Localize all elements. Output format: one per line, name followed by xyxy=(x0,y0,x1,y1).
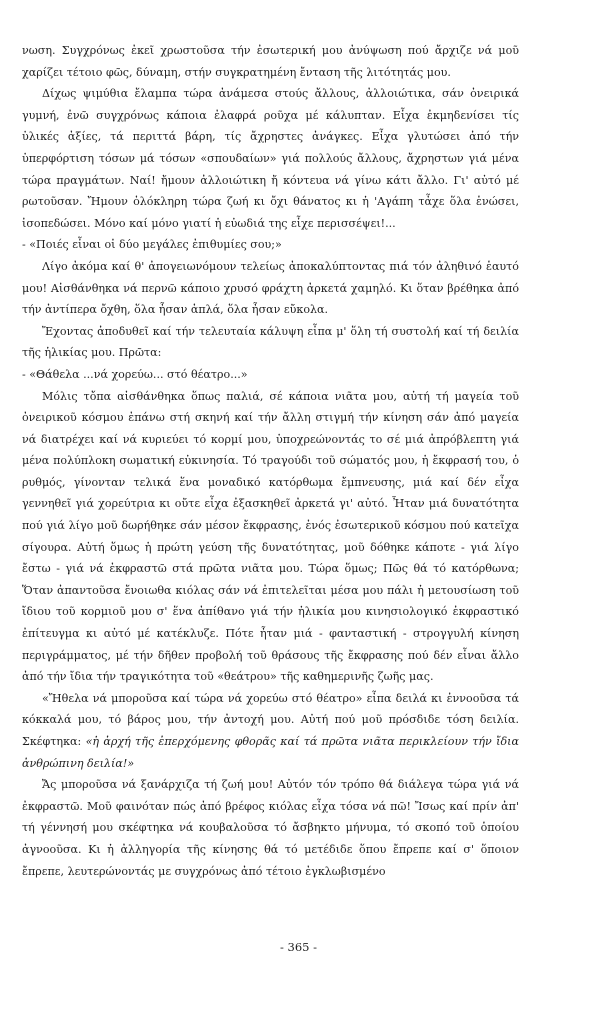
dialog-answer: - «Θάθελα ...νά χορεύω... στό θέατρο...» xyxy=(22,367,248,381)
dialog-question: - «Ποιές εἶναι οἱ δύο μεγάλες ἐπιθυμίες σου;» xyxy=(22,238,282,252)
paragraph-continuation: νωση. Συγχρόνως ἐκεῖ χρωστοῦσα τήν ἐσωτερική μου ἀνύψωση πού ἄρχιζε νά μοῦ χαρίζει τέτοιο φῶς, δύναμη, στήν συγκρατημένη ἔνταση τῆς λιτότητάς μου. xyxy=(22,44,519,79)
paragraph-ithela xyxy=(22,688,519,774)
page-body xyxy=(22,40,519,882)
paragraph-as-mporousa: Ἄς μποροῦσα νά ξανάρχιζα τή ζωή μου! Αὐτόν τόν τρόπο θά διάλεγα τώρα γιά νά ἐκφραστῶ. Μοῦ φαινόταν πώς ἀπό βρέφος κιόλας εἶχα τόσα νά πῶ! Ἴσως καί πρίν ἀπ' τή γέννησή μου σκέφτηκα νά κουβαλοῦσα τό ἄσβηκτο μήνυμα, τό σκοπό τοῦ ὁποίου ἀγνοοῦσα. Κι ἡ ἀλληγορία τῆς κίνησης θά τό μετέδιδε ὅπου ἔπρεπε καί σ' ὅποιον ἔπρεπε, λευτερώνοντάς με συγχρόνως ἀπό τέτοιο ἐγκλωβισμένο xyxy=(22,778,519,878)
paragraph-psimythia: Δίχως ψιμύθια ἔλαμπα τώρα ἀνάμεσα στούς ἄλλους, ἀλλοιώτικα, σάν ὀνειρικά γυμνή, ἐνῶ συγχρόνως κάποια ἐλαφρά ροῦχα μέ κάλυπταν. Εἶχα ἐκμηδενίσει τίς ὑλικές ἀξίες, τά περιττά βάρη, τίς ἄχρηστες ἀνάγκες. Εἶχα γλυτώσει ἀπό τήν ὑπερφόρτιση τόσων μά τόσων «σπουδαίων» γιά πολλούς ἄλλους, ἄχρηστων γιά μένα τώρα πραγμάτων. Ναί! ἤμουν ἀλλοιώτικη ἤ κόντευα νά γίνω κάτι ἄλλο. Γι' αὐτό μέ ρωτοῦσαν. Ἤμουν ὁλόκληρη τώρα ζωή κι ὄχι θάνατος κι ἡ 'Αγάπη τἆχε ὅλα ἑνώσει, ἰσοπεδώσει. Μόνο καί μόνο γιατί ἡ εὐωδιά της εἶχε περισσέψει!... xyxy=(22,87,519,230)
paragraph-apogeiosi: Λίγο ἀκόμα καί θ' ἀπογειωνόμουν τελείως ἀποκαλύπτοντας πιά τόν ἀληθινό ἑαυτό μου! Αἰσθάνθηκα νά περνῶ κάποιο χρυσό φράχτη ἀρκετά χαμηλό. Κι ὅταν βρέθηκα ἀπό τήν ἀντίπερα ὄχθη, ὅλα ἦσαν ἁπλά, ὅλα ἦσαν εὔκολα. xyxy=(22,259,519,317)
paragraph-apodythei: Ἔχοντας ἀποδυθεῖ καί τήν τελευταία κάλυψη εἶπα μ' ὅλη τή συστολή καί τή δειλία τῆς ἡλικίας μου. Πρῶτα: xyxy=(22,324,519,360)
page-number: - 365 - xyxy=(279,940,318,954)
paragraph-molis-topa: Μόλις τὄπα αἰσθάνθηκα ὅπως παλιά, σέ κάποια νιᾶτα μου, αὐτή τή μαγεία τοῦ ὀνειρικοῦ κόσμου ἐπάνω στή σκηνή καί τήν ἄλλη στιγμή τήν κίνηση σάν ἀπό μαγεία νά διατρέχει καί νά κυριεύει τό κορμί μου, ὑποχρεώνοντάς το σέ μιά ἀπρόβλεπτη γιά μένα πολύπλοκη σωματική εὐκινησία. Τό τραγούδι τοῦ σώματός μου, ἡ ἔκφρασή του, ὁ ρυθμός, γίνονταν τελικά ἕνα μοναδικό κατόρθωμα ἔμπνευσης, μιά καί δέν εἶχα γεννηθεῖ γιά χορεύτρια κι οὔτε εἶχα ἐξασκηθεῖ ἀρκετά γι' αὐτό. Ἦταν μιά δυνατότητα πού γιά λίγο μοῦ δωρήθηκε σάν μέσον ἔκφρασης, ἑνός ἐσωτερικοῦ κόσμου πού κατεῖχα σίγουρα. Αὐτή ὅμως ἡ πρώτη γεύση τῆς δυνατότητας, μοῦ δόθηκε κάποτε - γιά λίγο ἔστω - γιά νά ἐκφραστῶ στά πρῶτα νιᾶτα μου. Τώρα ὅμως; Πῶς θά τό κατόρθωνα; Ὅταν ἀπαντοῦσα ἔνοιωθα κιόλας σάν νά ἐπιτελεῖται μέσα μου πάλι ἡ μετουσίωση τοῦ ἴδιου τοῦ κορμιοῦ μου σ' ἕνα ἀπίθανο γιά τήν ἡλικία μου κινησιολογικό ἐκφραστικό ἐπίτευγμα κι αὐτό μέ κατέκλυζε. Πότε ἦταν μιά - φανταστική - στρογγυλή κίνηση περιγράμματος, μέ τήν δῆθεν προβολή τοῦ θράσους τῆς ἔκφρασης πού δέν εἶναι ἄλλο ἀπό τήν ἴδια τήν τραγικότητα τοῦ «θεάτρου» τῆς καθημερινῆς ζωῆς μας. xyxy=(22,389,519,684)
paragraph-ithela-text: «Ἤθελα νά μποροῦσα καί τώρα νά χορεύω στό θέατρο» εἶπα δειλά κι ἐννοοῦσα τά κόκκαλά μου, τό βάρος μου, τήν ἀντοχή μου. Αὐτή πού μοῦ πρόσδιδε τόση δειλία. Σκέφτηκα: xyxy=(22,691,519,748)
italic-thought: «ἡ ἀρχή τῆς ἐπερχόμενης φθορᾶς καί τά πρῶτα νιᾶτα περικλείουν τήν ἴδια ἀνθρώπινη δειλία!» xyxy=(22,735,519,770)
